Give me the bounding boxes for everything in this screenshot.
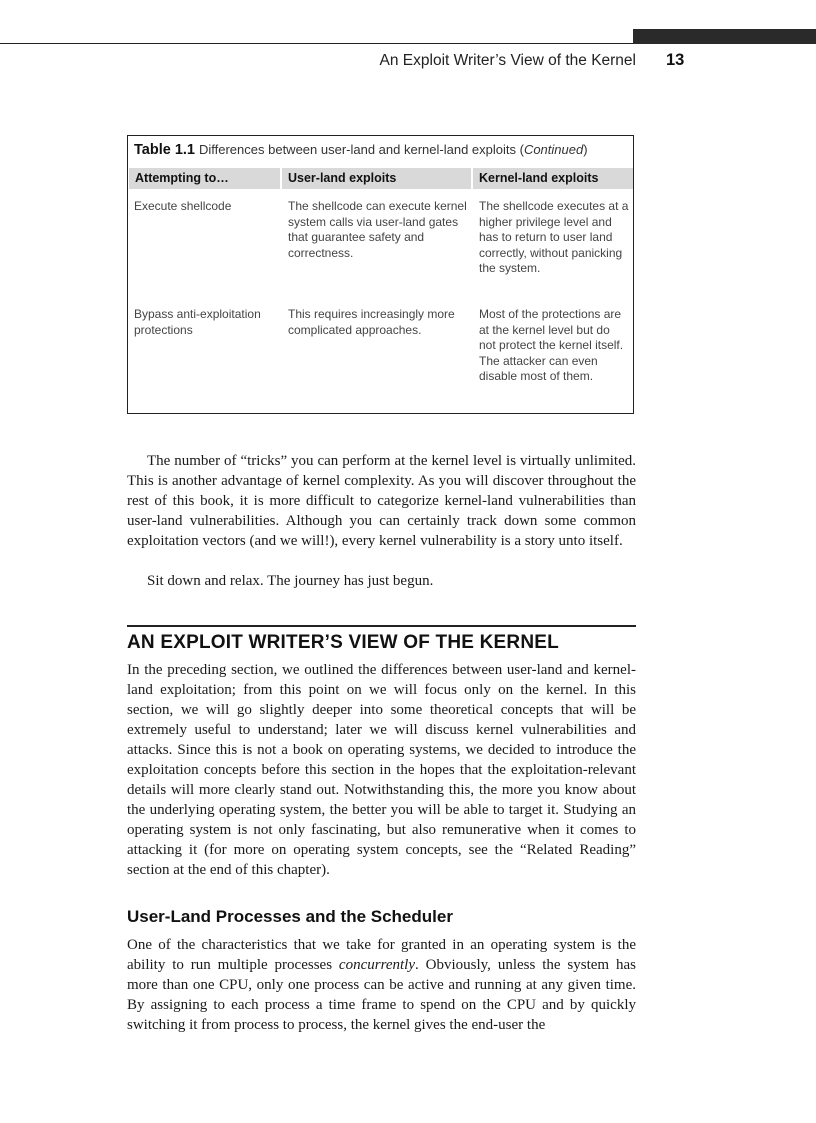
header-rule [0,43,633,44]
table-cell-attempt: Execute shellcode [134,199,232,213]
column-header-kernel-land: Kernel-land exploits [473,168,633,189]
table-cell-user-land: This requires increasingly more complicated approaches. [288,307,455,337]
table-caption [134,142,588,158]
table-caption-close: ) [583,142,588,157]
table-cell-user-land: The shellcode can execute kernel system calls via user-land gates that guarantee safety and correctness. [288,199,467,260]
paragraph-processes-end: . Obviously, unless the system has more than one CPU, only one process can be active and running at any given time. By assigning to each process a time frame to spend on the CPU and by quickly switching it from process to process, the kernel gives the end-user the [127,957,636,1033]
page-number: 13 [666,51,685,69]
table-caption-text: Differences between user-land and kernel-land exploits ( [198,142,524,157]
paragraph-preceding-section: In the preceding section, we outlined the differences between user-land and kernel-land exploitation; from this point on we will focus only on the kernel. In this section, we will go slightly deeper into some theoretical concepts that will be extremely useful to understand; later we will discuss kernel vulnerabilities and attacks. Since this is not a book on operating systems, we decided to introduce the exploitation concepts before this section in the hopes that the exploitation-relevant details will more clearly stand out. Notwithstanding this, the more you know about the underlying operating system, the better you will be able to target it. Studying an operating system is not only fascinating, but also remunerative when it comes to attacking it (for more on operating system concepts, see the “Related Reading” section at the end of this chapter). [127,662,636,878]
section-heading: AN EXPLOIT WRITER’S VIEW OF THE KERNEL [127,632,559,653]
column-header-attempting: Attempting to… [129,168,280,189]
subsection-heading: User-Land Processes and the Scheduler [127,907,453,926]
table-cell-kernel-land: Most of the protections are at the kernel level but do not protect the kernel itself. The attacker can even disable most of them. [479,307,624,383]
paragraph-tricks: The number of “tricks” you can perform at the kernel level is virtually unlimited. This is another advantage of kernel complexity. As you will discover throughout the rest of this book, it is more difficult to categorize kernel-land vulnerabilities than user-land vulnerabilities. Although you can certainly track down some common exploitation vectors (and we will!), every kernel vulnerability is a story unto itself. [127,453,636,549]
paragraph-relax: Sit down and relax. The journey has just begun. [147,573,434,589]
section-rule [127,625,636,627]
paragraph-processes-start: One of the characteristics that we take for granted in an operating system is the ability to run multiple processes [127,937,636,973]
comparison-table [127,135,634,414]
page-corner-bar [633,29,816,44]
table-number: Table 1.1 [134,142,195,158]
table-cell-kernel-land: The shellcode executes at a higher privilege level and has to return to user land correctly, without panicking the system. [479,199,629,275]
table-caption-continued: Continued [523,142,584,157]
table-cell-attempt: Bypass anti-exploitation protections [134,307,261,337]
paragraph-processes [127,935,636,1035]
running-head: An Exploit Writer’s View of the Kernel [379,52,636,69]
column-header-user-land: User-land exploits [282,168,471,189]
emphasis-concurrently: concurrently [338,957,416,973]
